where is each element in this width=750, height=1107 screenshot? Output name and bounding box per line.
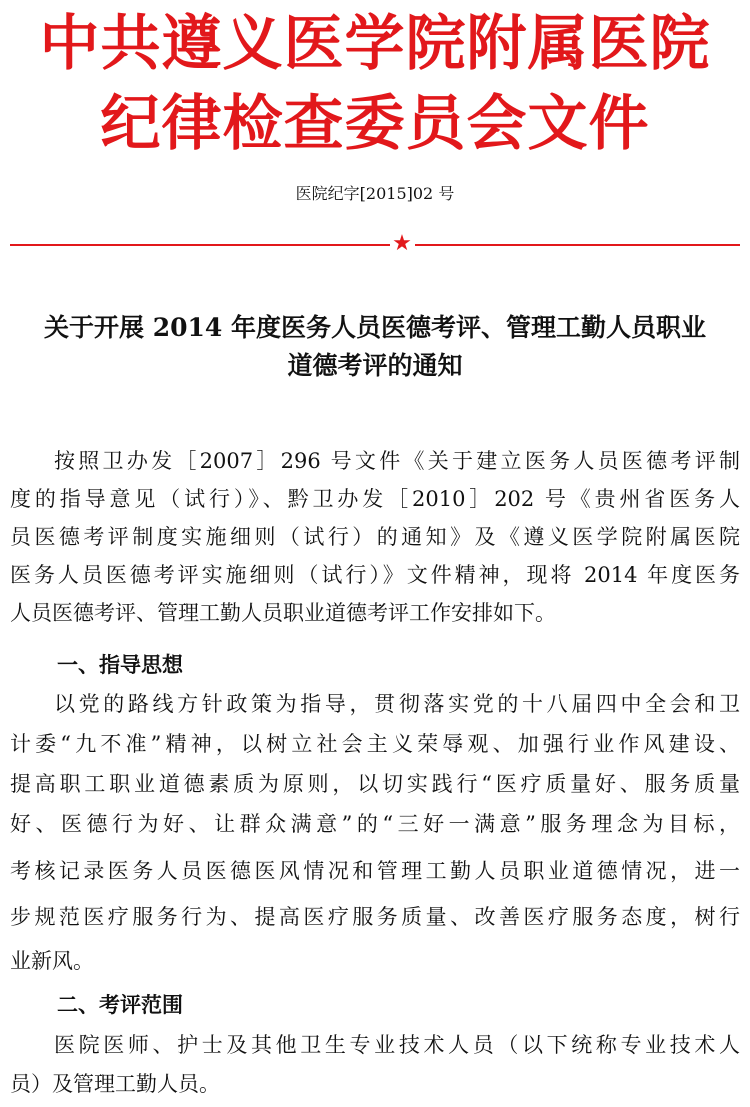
document-number: 医院纪字[2015]02 号 bbox=[295, 184, 455, 203]
section-heading-guiding-ideology: 一、指导思想 bbox=[57, 652, 183, 677]
divider-rule-left bbox=[10, 244, 390, 246]
paragraph1-line: 按照卫办发［2007］296 号文件《关于建立医务人员医德考评制 bbox=[54, 449, 740, 473]
paragraph3-line: 员）及管理工勤人员。 bbox=[10, 1072, 220, 1096]
paragraph2-line: 考核记录医务人员医德医风情况和管理工勤人员职业道德情况，进一 bbox=[10, 859, 740, 883]
section-heading-evaluation-scope: 二、考评范围 bbox=[57, 992, 183, 1017]
notice-title-line2: 道德考评的通知 bbox=[287, 351, 463, 380]
paragraph2-line: 步规范医疗服务行为、提高医疗服务质量、改善医疗服务态度，树行 bbox=[10, 905, 740, 929]
paragraph1-line: 人员医德考评、管理工勤人员职业道德考评工作安排如下。 bbox=[10, 601, 556, 625]
paragraph2-line: 好、医德行为好、让群众满意”的“三好一满意”服务理念为目标， bbox=[10, 812, 740, 836]
paragraph1-line: 医务人员医德考评实施细则（试行）》文件精神，现将 2014 年度医务 bbox=[10, 563, 740, 587]
header-divider bbox=[10, 232, 740, 256]
paragraph2-line: 计委“九不准”精神，以树立社会主义荣辱观、加强行业作风建设、 bbox=[10, 732, 740, 756]
issuer-title-line2: 纪律检查委员会文件 bbox=[100, 89, 650, 159]
paragraph2-line: 提高职工职业道德素质为原则，以切实践行“医疗质量好、服务质量 bbox=[10, 772, 740, 796]
star-icon: ★ bbox=[392, 231, 412, 256]
paragraph1-line: 度的指导意见（试行）》、黔卫办发［2010］202 号《贵州省医务人 bbox=[10, 487, 740, 511]
paragraph3-line: 医院医师、护士及其他卫生专业技术人员（以下统称专业技术人 bbox=[54, 1033, 740, 1057]
paragraph2-line: 业新风。 bbox=[10, 949, 94, 973]
divider-rule-right bbox=[415, 244, 740, 246]
notice-title-line1: 关于开展 2014 年度医务人员医德考评、管理工勤人员职业 bbox=[44, 313, 706, 342]
paragraph2-line: 以党的路线方针政策为指导，贯彻落实党的十八届四中全会和卫 bbox=[54, 692, 740, 716]
paragraph1-line: 员医德考评制度实施细则（试行）的通知》及《遵义医学院附属医院 bbox=[10, 525, 740, 549]
issuer-title-line1: 中共遵义医学院附属医院 bbox=[39, 9, 711, 79]
